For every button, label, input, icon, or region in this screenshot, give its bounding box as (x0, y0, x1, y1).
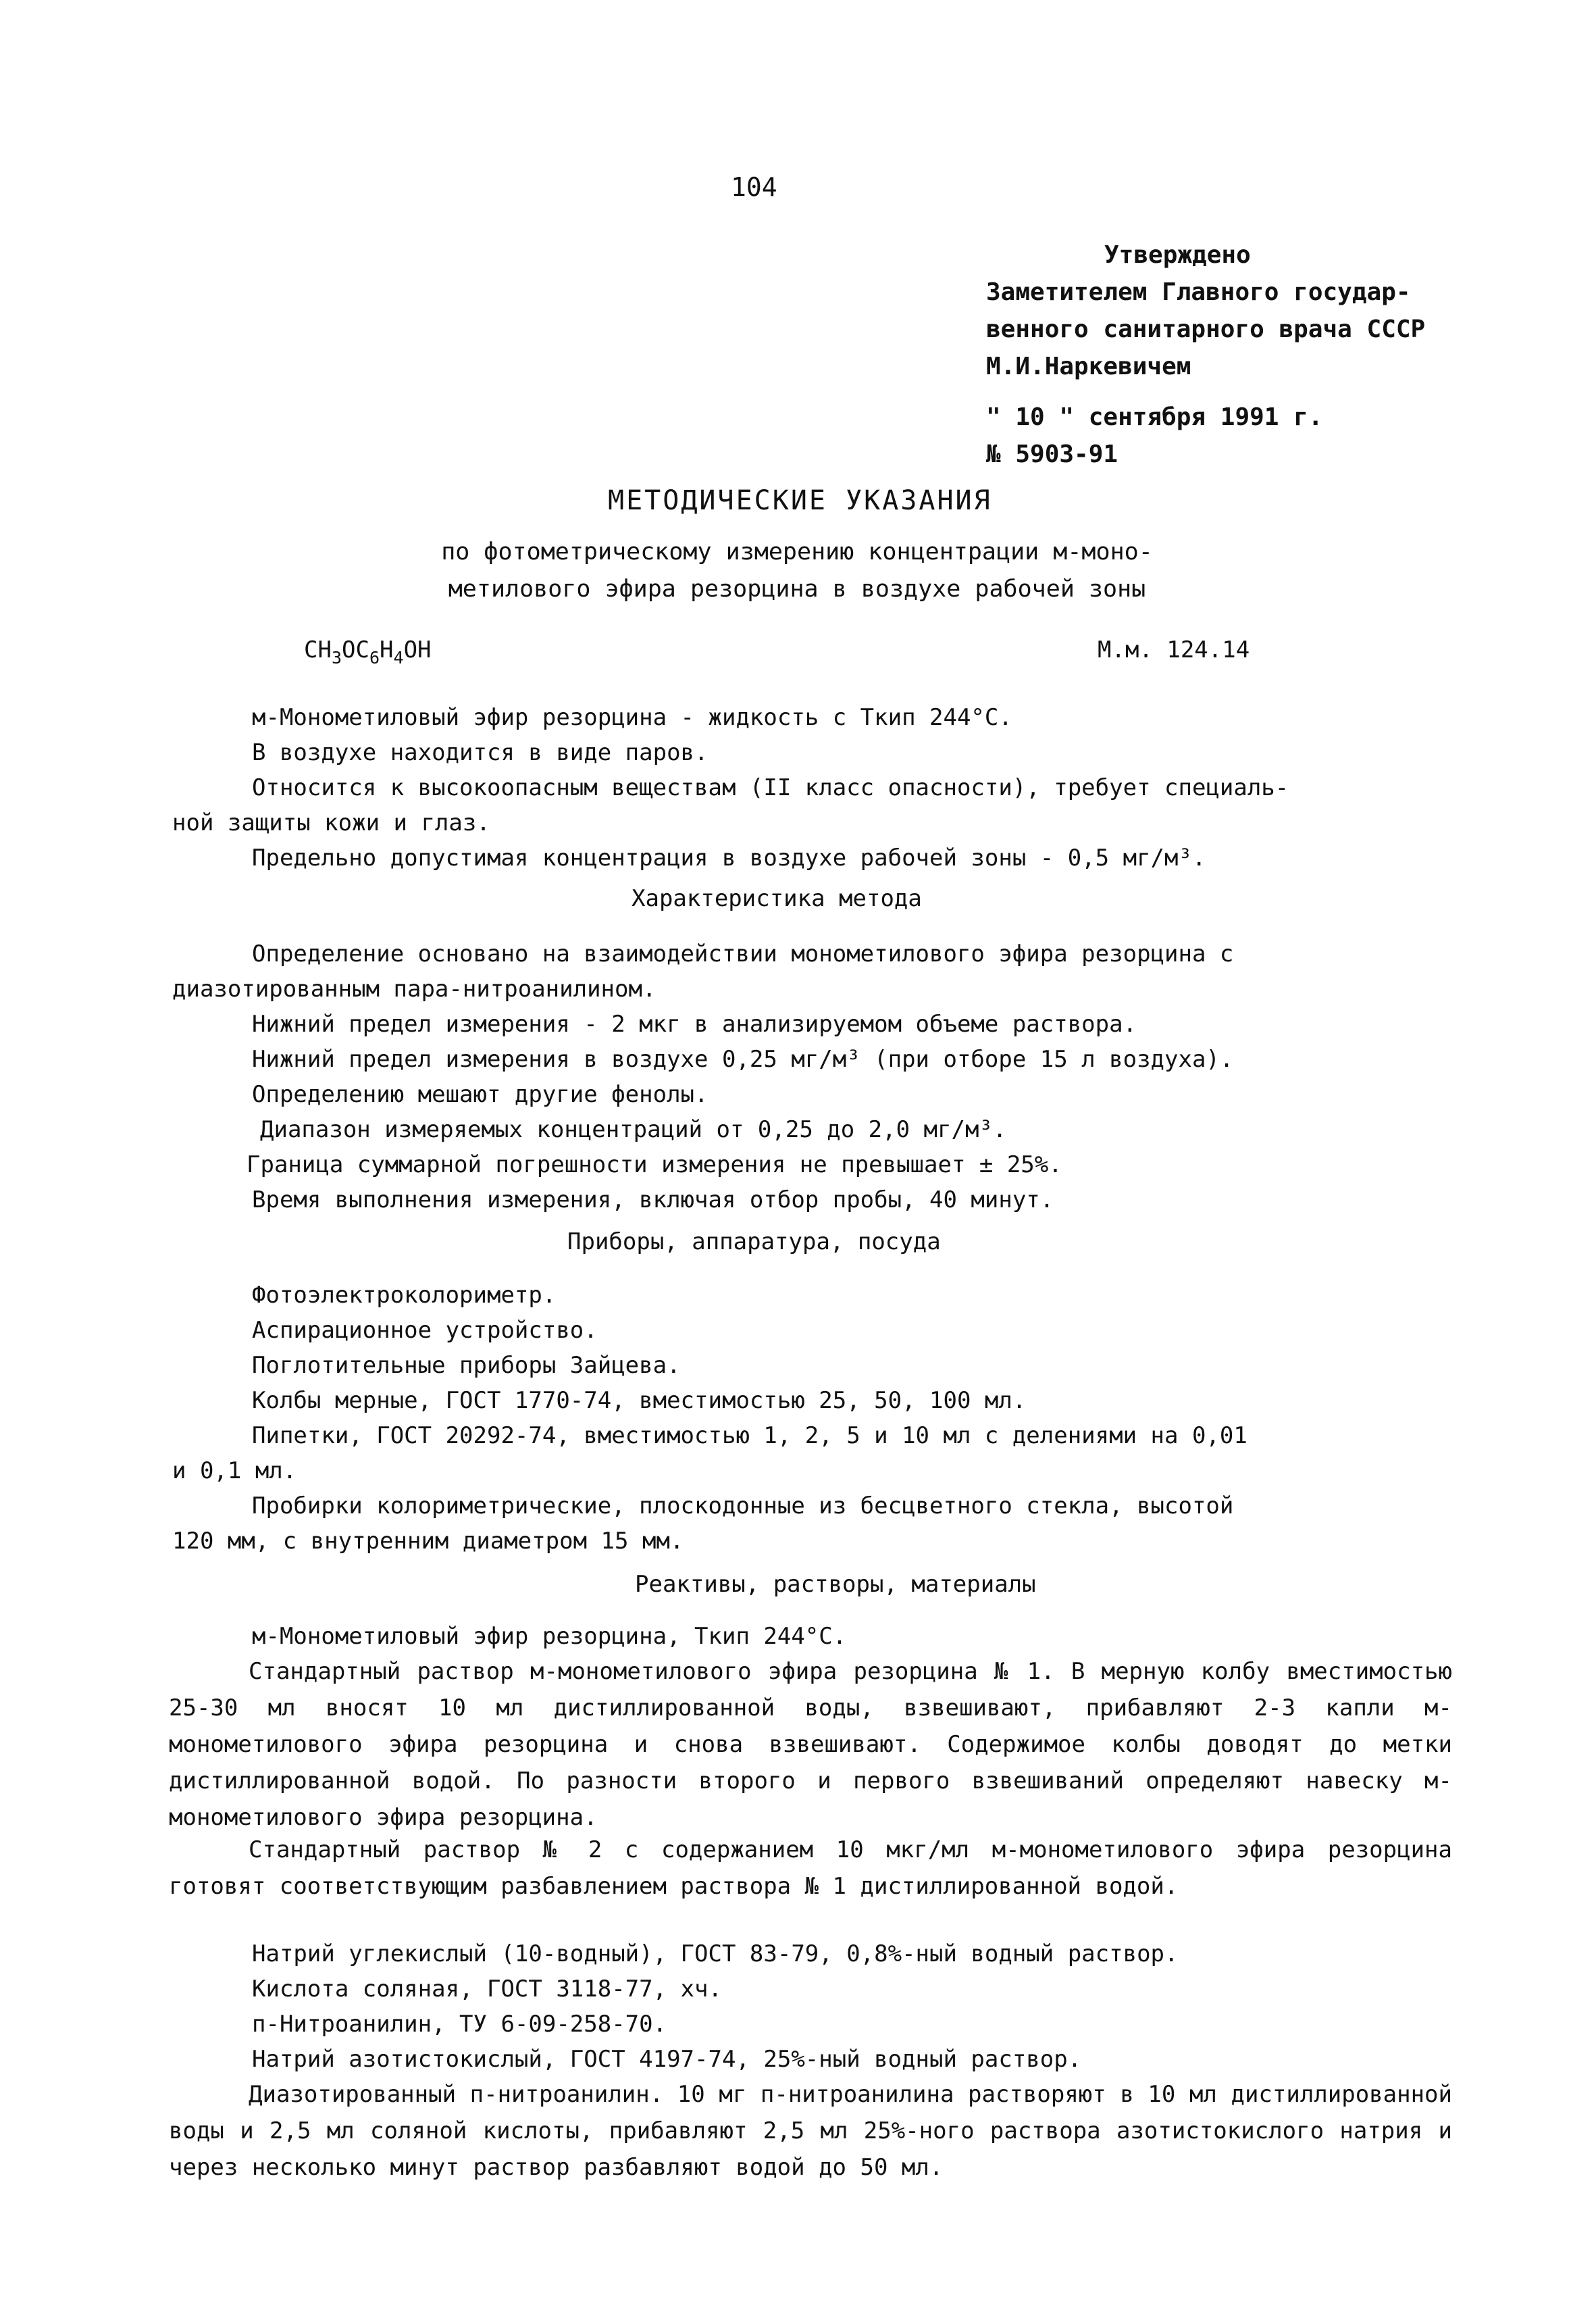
method-line: Время выполнения измерения, включая отбор пробы, 40 минут. (252, 1186, 1054, 1213)
equipment-line: Колбы мерные, ГОСТ 1770-74, вместимостью 25, 50, 100 мл. (252, 1387, 1027, 1414)
reagent-item: Натрий азотистокислый, ГОСТ 4197-74, 25%-ный водный раствор. (252, 2046, 1082, 2073)
document-subtitle (324, 534, 1270, 608)
approval-signatory: М.И.Наркевичем (986, 353, 1191, 380)
document-title: МЕТОДИЧЕСКИЕ УКАЗАНИЯ (608, 485, 992, 516)
method-line: Нижний предел измерения - 2 мкг в анализируемом объеме раствора. (252, 1011, 1137, 1038)
equipment-line: Пробирки колориметрические, плоскодонные из бесцветного стекла, высотой (252, 1492, 1234, 1519)
section-heading-method: Характеристика метода (632, 885, 922, 912)
equipment-line: Поглотительные приборы Зайцева. (252, 1352, 681, 1379)
subtitle-line: метилового эфира резорцина в воздухе рабочей зоны (448, 576, 1146, 603)
reagent-paragraph: Диазотированный п-нитроанилин. 10 мг п-нитроанилина растворяют в 10 мл дистиллированной воды и 2,5 мл соляной кислоты, прибавляют 2,5 мл 25%-ного раствора азотистокислого натрия и через несколько минут раствор разбавляют водой до 50 мл. (169, 2081, 1452, 2181)
approval-number: № 5903-91 (986, 441, 1118, 468)
approval-line: венного санитарного врача СССР (986, 316, 1426, 343)
subtitle-line: по фотометрическому измерению концентрации м-моно- (441, 538, 1153, 565)
method-line: Граница суммарной погрешности измерения не превышает ± 25%. (247, 1151, 1062, 1178)
approval-heading: Утверждено (1104, 241, 1251, 269)
page-number: 104 (731, 172, 777, 202)
equipment-line: Аспирационное устройство. (252, 1317, 598, 1344)
chemical-formula: $CH_3OC_6H_4OH$ (304, 636, 432, 668)
equipment-line: Фотоэлектроколориметр. (252, 1282, 557, 1309)
intro-line: В воздухе находится в виде паров. (252, 739, 709, 766)
method-line: Нижний предел измерения в воздухе 0,25 мг/м³ (при отборе 15 л воздуха). (252, 1046, 1234, 1073)
intro-line: Предельно допустимая концентрация в воздухе рабочей зоны - 0,5 мг/м³. (252, 845, 1206, 872)
equipment-line: и 0,1 мл. (172, 1457, 297, 1484)
approval-block (986, 236, 1425, 473)
method-line: Определение основано на взаимодействии монометилового эфира резорцина с (252, 940, 1234, 967)
method-line: диазотированным пара-нитроанилином. (172, 976, 657, 1003)
section-heading-equipment: Приборы, аппаратура, посуда (567, 1228, 941, 1255)
approval-date: " 10 " сентября 1991 г. (986, 403, 1323, 431)
intro-line: м-Монометиловый эфир резорцина - жидкость с Ткип 244°С. (252, 704, 1012, 731)
molar-mass: М.м. 124.14 (1098, 636, 1250, 663)
reagent-paragraph: Стандартный раствор № 2 с содержанием 10 мкг/мл м-монометилового эфира резорцина готовят соответствующим разбавлением раствора № 1 дистиллированной водой. (169, 1836, 1452, 1900)
equipment-line: Пипетки, ГОСТ 20292-74, вместимостью 1, 2, 5 и 10 мл с делениями на 0,01 (252, 1422, 1247, 1449)
method-line: Диапазон измеряемых концентраций от 0,25 до 2,0 мг/м³. (260, 1116, 1007, 1143)
reagent-item: Натрий углекислый (10-водный), ГОСТ 83-79, 0,8%-ный водный раствор. (252, 1940, 1179, 1967)
method-line: Определению мешают другие фенолы. (252, 1081, 709, 1108)
intro-line: ной защиты кожи и глаз. (172, 809, 490, 836)
reagent-item: м-Монометиловый эфир резорцина, Ткип 244°С. (252, 1623, 847, 1650)
reagent-item: п-Нитроанилин, ТУ 6-09-258-70. (252, 2011, 667, 2038)
section-heading-reagents: Реактивы, растворы, материалы (635, 1571, 1036, 1598)
equipment-line: 120 мм, с внутренним диаметром 15 мм. (172, 1528, 684, 1555)
approval-line: Заметителем Главного государ- (986, 278, 1411, 306)
reagent-item: Кислота соляная, ГОСТ 3118-77, хч. (252, 1976, 722, 2003)
intro-line: Относится к высокоопасным веществам (II класс опасности), требует специаль- (252, 774, 1289, 801)
reagent-paragraph: Стандартный раствор м-монометилового эфира резорцина № 1. В мерную колбу вместимостью 25-30 мл вносят 10 мл дистиллированной воды, взвешивают, прибавляют 2-3 капли м-монометилового эфира резорцина и снова взвешивают. Содержимое колбы доводят до метки дистиллированной водой. По разности второго и первого взвешиваний определяют навеску м-монометилового эфира резорцина. (169, 1658, 1452, 1831)
